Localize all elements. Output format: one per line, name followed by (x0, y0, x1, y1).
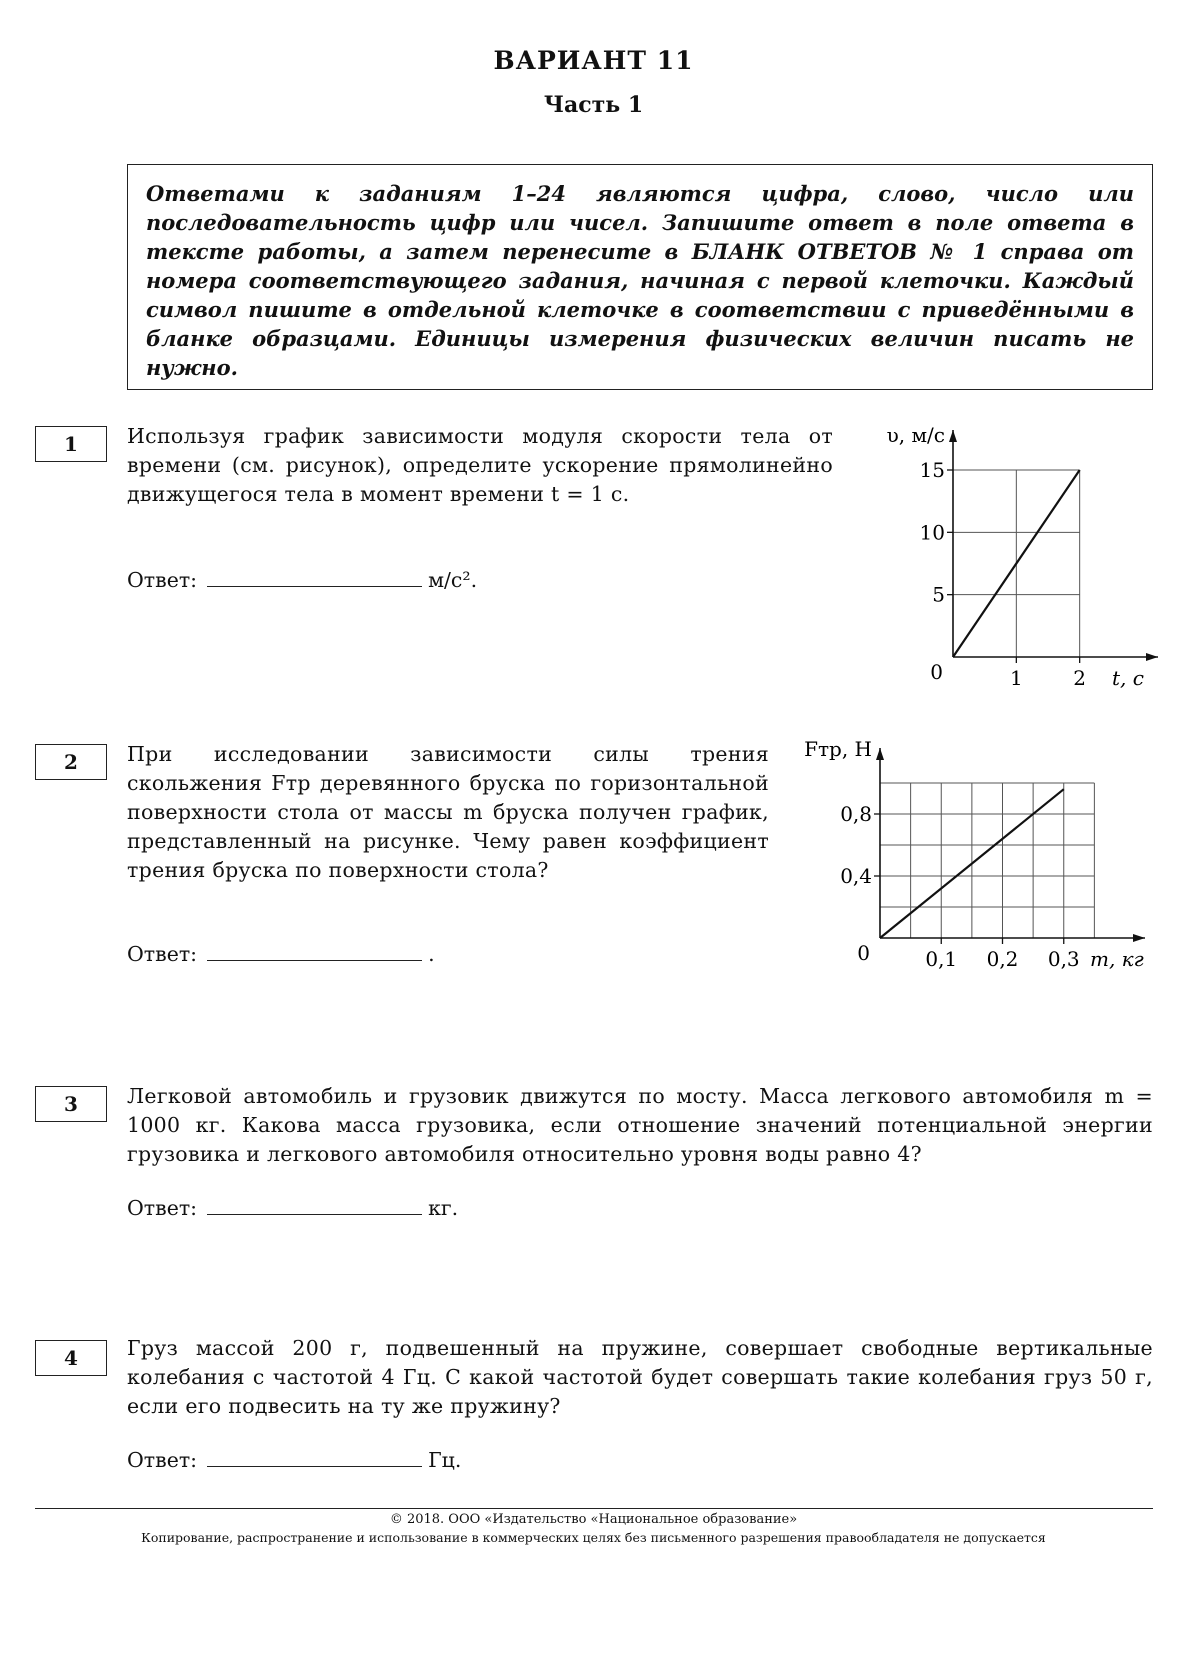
page-subtitle: Часть 1 (543, 92, 644, 118)
x-axis-arrow (1146, 653, 1158, 661)
y-axis-arrow (949, 430, 957, 442)
task-4-answer-field[interactable] (207, 1446, 422, 1467)
x-axis-arrow (1133, 934, 1145, 942)
y-axis-label: υ, м/с (886, 423, 945, 447)
task-3-answer (127, 1194, 458, 1220)
y-axis-arrow (876, 748, 884, 760)
task-3-answer-label: Ответ: (127, 1196, 198, 1220)
task-1-answer-field[interactable] (207, 566, 422, 587)
footer-notice: Копирование, распространение и использование в коммерческих целях без письменного разрешения правообладателя не допускается (141, 1530, 1046, 1545)
task-2-answer (127, 940, 435, 966)
task-3-text: Легковой автомобиль и грузовик движутся по мосту. Масса легкового автомобиля m = 1000 кг. Какова масса грузовика, если отношение значений потенциальной энергии грузовика и легкового автомобиля относительно уровня воды равно 4? (127, 1084, 1153, 1166)
task-1-number: 1 (35, 426, 107, 462)
task-1-text: Используя график зависимости модуля скорости тела от времени (см. рисунок), определите ускорение прямолинейно движущегося тела в момент времени t = 1 с. (127, 424, 833, 506)
y-tick-label: 5 (932, 582, 945, 607)
task-2-unit: . (428, 942, 435, 966)
y-tick-label: 0,8 (840, 802, 872, 826)
x-axis-label: t, с (1112, 666, 1144, 690)
task-2-number: 2 (35, 744, 107, 780)
task-1-unit: м/с². (428, 568, 478, 592)
footer-divider (35, 1508, 1153, 1509)
x-tick-label: 0,1 (925, 947, 958, 971)
chart-1-velocity (840, 420, 1170, 695)
task-1-answer-label: Ответ: (127, 568, 198, 592)
footer-copyright: © 2018. ООО «Издательство «Национальное образование» (389, 1512, 798, 1527)
origin-label: 0 (930, 660, 943, 684)
task-4-unit: Гц. (428, 1448, 462, 1472)
task-4-answer (127, 1446, 461, 1472)
task-3-unit: кг. (428, 1196, 459, 1220)
x-tick-label: 0,3 (1047, 947, 1080, 971)
task-4-number: 4 (35, 1340, 107, 1376)
y-axis-label: Fтр, Н (804, 740, 872, 761)
task-2-answer-field[interactable] (207, 940, 422, 961)
page-title: ВАРИАНТ 11 (493, 46, 694, 75)
y-tick-label: 10 (919, 520, 945, 545)
task-2-text: При исследовании зависимости силы трения скольжения Fтр деревянного бруска по горизонтальной поверхности стола от массы m бруска получен график, представленный на рисунке. Чему равен коэффициент трения бруска по поверхности стола? (127, 742, 769, 882)
x-axis-label: m, кг (1090, 947, 1144, 971)
chart-2-friction (800, 740, 1170, 980)
instructions-text: Ответами к заданиям 1–24 являются цифра, слово, число или последовательность цифр или чисел. Запишите ответ в поле ответа в тексте работы, а затем перенесите в БЛАНК ОТВЕТОВ № 1 справа от номера соответствующего задания, начиная с первой клеточки. Каждый символ пишите в отдельной клеточке в соответствии с приведёнными в бланке образцами. Единицы измерения физических величин писать не нужно. (146, 181, 1134, 380)
x-tick-label: 0,2 (986, 947, 1019, 971)
task-2-answer-label: Ответ: (127, 942, 198, 966)
task-3-number: 3 (35, 1086, 107, 1122)
origin-label: 0 (857, 941, 870, 965)
x-tick-label: 1 (1009, 666, 1023, 690)
instructions-box (127, 164, 1153, 390)
y-tick-label: 0,4 (840, 864, 872, 888)
task-1-answer (127, 566, 477, 592)
task-4-text: Груз массой 200 г, подвешенный на пружине, совершает свободные вертикальные колебания с частотой 4 Гц. С какой частотой будет совершать такие колебания груз 50 г, если его подвесить на ту же пружину? (127, 1336, 1153, 1418)
task-3-answer-field[interactable] (207, 1194, 422, 1215)
x-tick-label: 2 (1073, 666, 1087, 690)
y-tick-label: 15 (919, 458, 945, 482)
task-4-answer-label: Ответ: (127, 1448, 198, 1472)
